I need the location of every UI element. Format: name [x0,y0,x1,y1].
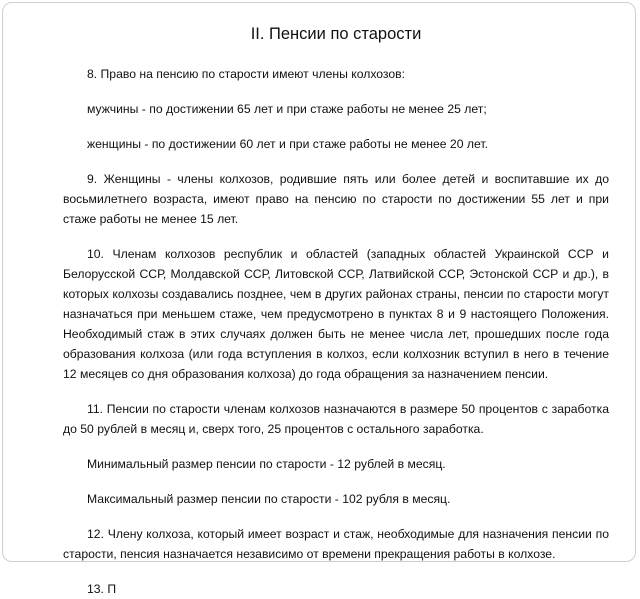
paragraph-8-men: мужчины - по достижении 65 лет и при стаже работы не менее 25 лет; [87,102,487,116]
paragraph-13-partial: 13. П [87,582,117,596]
paragraph-11: 11. Пенсии по старости членам колхозов назначаются в размере 50 процентов с заработка до 50 рублей в месяц и, сверх того, 25 процентов с остального заработка. [63,402,609,436]
paragraph-8: 8. Право на пенсию по старости имеют члены колхозов: [87,67,406,81]
paragraph-9: 9. Женщины - члены колхозов, родившие пять или более детей и воспитавшие их до восьмилетнего возраста, имеют право на пенсию по старости по достижении 55 лет и при стаже работы не менее 15 лет. [63,172,609,226]
paragraph-10: 10. Членам колхозов республик и областей (западных областей Украинской ССР и Белорусской ССР, Молдавской ССР, Литовской ССР, Латвийской ССР, Эстонской ССР и др.), в которых колхозы создавались позднее, чем в других районах страны, пенсии по старости могут назначаться при меньшем стаже, чем предусмотрено в пунктах 8 и 9 настоящего Положения. Необходимый стаж в этих случаях должен быть не менее числа лет, прошедших после года образования колхоза (или года вступления в колхоз, если колхозник вступил в него в течение 12 месяцев со дня образования колхоза) до года обращения за назначением пенсии. [63,247,609,381]
paragraph-8-women: женщины - по достижении 60 лет и при стаже работы не менее 20 лет. [87,137,488,151]
document-page [2,2,636,596]
paragraph-12: 12. Члену колхоза, который имеет возраст и стаж, необходимые для назначения пенсии по старости, пенсия назначается независимо от времени прекращения работы в колхозе. [63,527,609,561]
section-title: II. Пенсии по старости [250,25,422,43]
paragraph-11-minimum: Минимальный размер пенсии по старости - 12 рублей в месяц. [87,457,446,471]
paragraph-11-maximum: Максимальный размер пенсии по старости - 102 рубля в месяц. [87,492,451,506]
document-content [63,11,609,599]
